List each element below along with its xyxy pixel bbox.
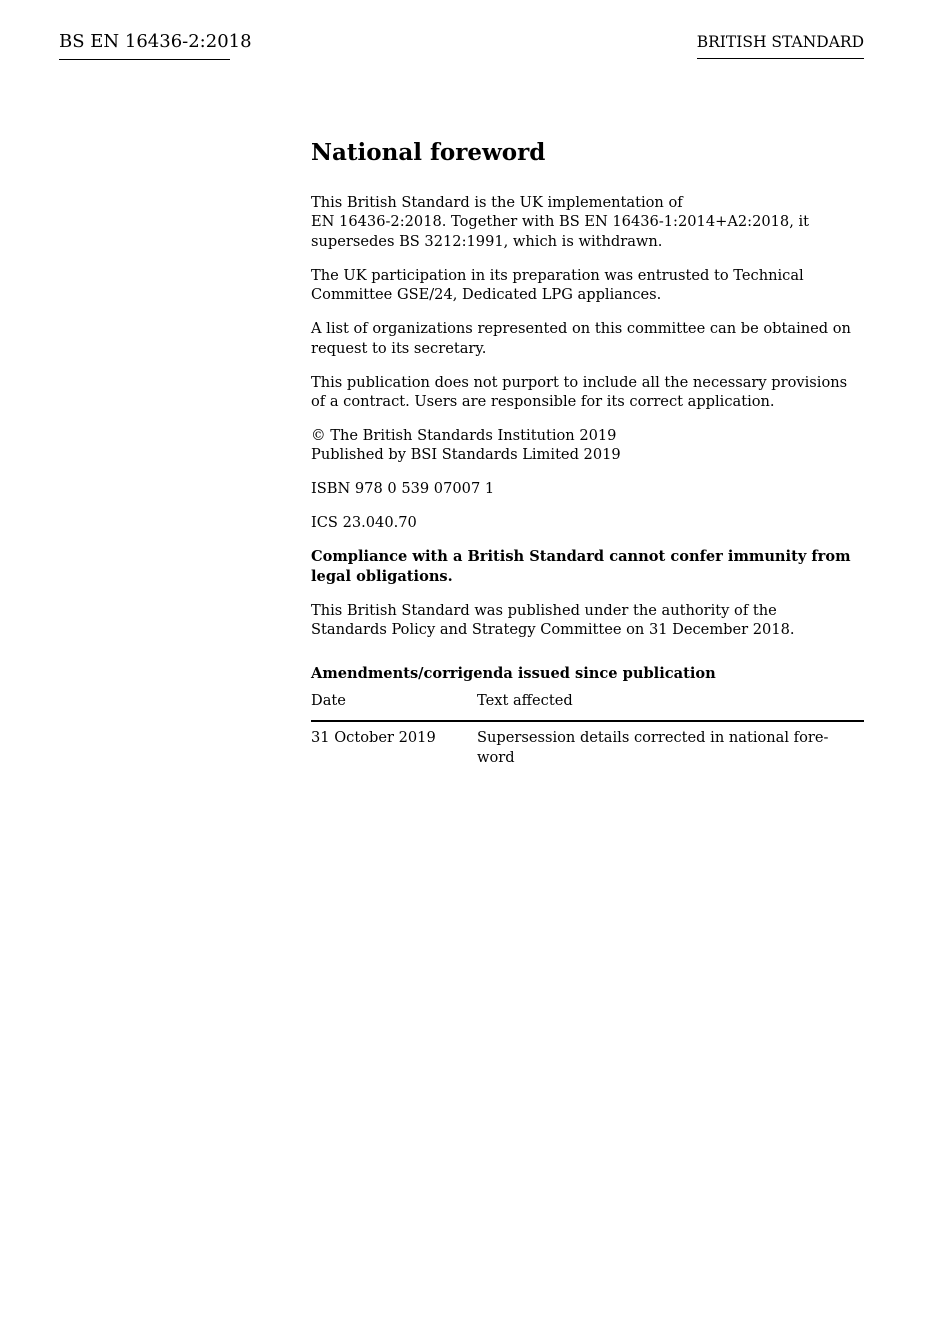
paragraph-line: Standards Policy and Strategy Committee on 31 December 2018. xyxy=(311,621,795,639)
paragraph-line: request to its secretary. xyxy=(311,339,487,357)
compliance-notice xyxy=(311,547,864,586)
paragraph-line: Published by BSI Standards Limited 2019 xyxy=(311,446,621,464)
paragraph-line: This publication does not purport to include all the necessary provisions xyxy=(311,373,848,391)
page-title: National foreword xyxy=(311,139,546,166)
committee-paragraph xyxy=(311,266,864,305)
paragraph-line: legal obligations. xyxy=(311,567,453,585)
paragraph-line: of a contract. Users are responsible for its correct application. xyxy=(311,393,775,411)
organizations-paragraph xyxy=(311,319,864,358)
contract-disclaimer-paragraph xyxy=(311,373,864,412)
column-header-text-affected: Text affected xyxy=(477,691,864,721)
paragraph-line: EN 16436-2:2018. Together with BS EN 16436-1:2014+A2:2018, it xyxy=(311,213,810,231)
copyright-paragraph xyxy=(311,426,864,465)
paragraph-line: This British Standard was published under the authority of the xyxy=(311,601,777,619)
implementation-paragraph xyxy=(311,193,864,251)
amendment-date: 31 October 2019 xyxy=(311,729,436,747)
column-header-date: Date xyxy=(311,691,477,721)
cell-line: Supersession details corrected in national fore- xyxy=(477,729,829,747)
ics-line: ICS 23.040.70 xyxy=(311,514,417,532)
paragraph-line: Committee GSE/24, Dedicated LPG appliances. xyxy=(311,286,662,304)
header-series-label: BRITISH STANDARD xyxy=(697,31,864,59)
paragraph-line: A list of organizations represented on this committee can be obtained on xyxy=(311,320,851,338)
table-header-row xyxy=(311,691,864,721)
amendment-text-affected xyxy=(477,721,864,767)
paragraph-line: Compliance with a British Standard cannot confer immunity from xyxy=(311,548,851,566)
paragraph-line: This British Standard is the UK implementation of xyxy=(311,194,683,211)
paragraph-line: © The British Standards Institution 2019 xyxy=(311,427,617,445)
table-row xyxy=(311,721,864,767)
cell-line: word xyxy=(477,748,515,766)
amendments-table xyxy=(311,691,864,767)
isbn-line: ISBN 978 0 539 07007 1 xyxy=(311,480,495,498)
national-foreword-section xyxy=(311,138,864,767)
paragraph-line: The UK participation in its preparation was entrusted to Technical xyxy=(311,266,804,284)
authority-paragraph xyxy=(311,601,864,640)
header-document-id: BS EN 16436-2:2018 xyxy=(59,30,230,60)
paragraph-line: supersedes BS 3212:1991, which is withdrawn. xyxy=(311,232,663,250)
amendments-heading: Amendments/corrigenda issued since publication xyxy=(311,664,716,682)
